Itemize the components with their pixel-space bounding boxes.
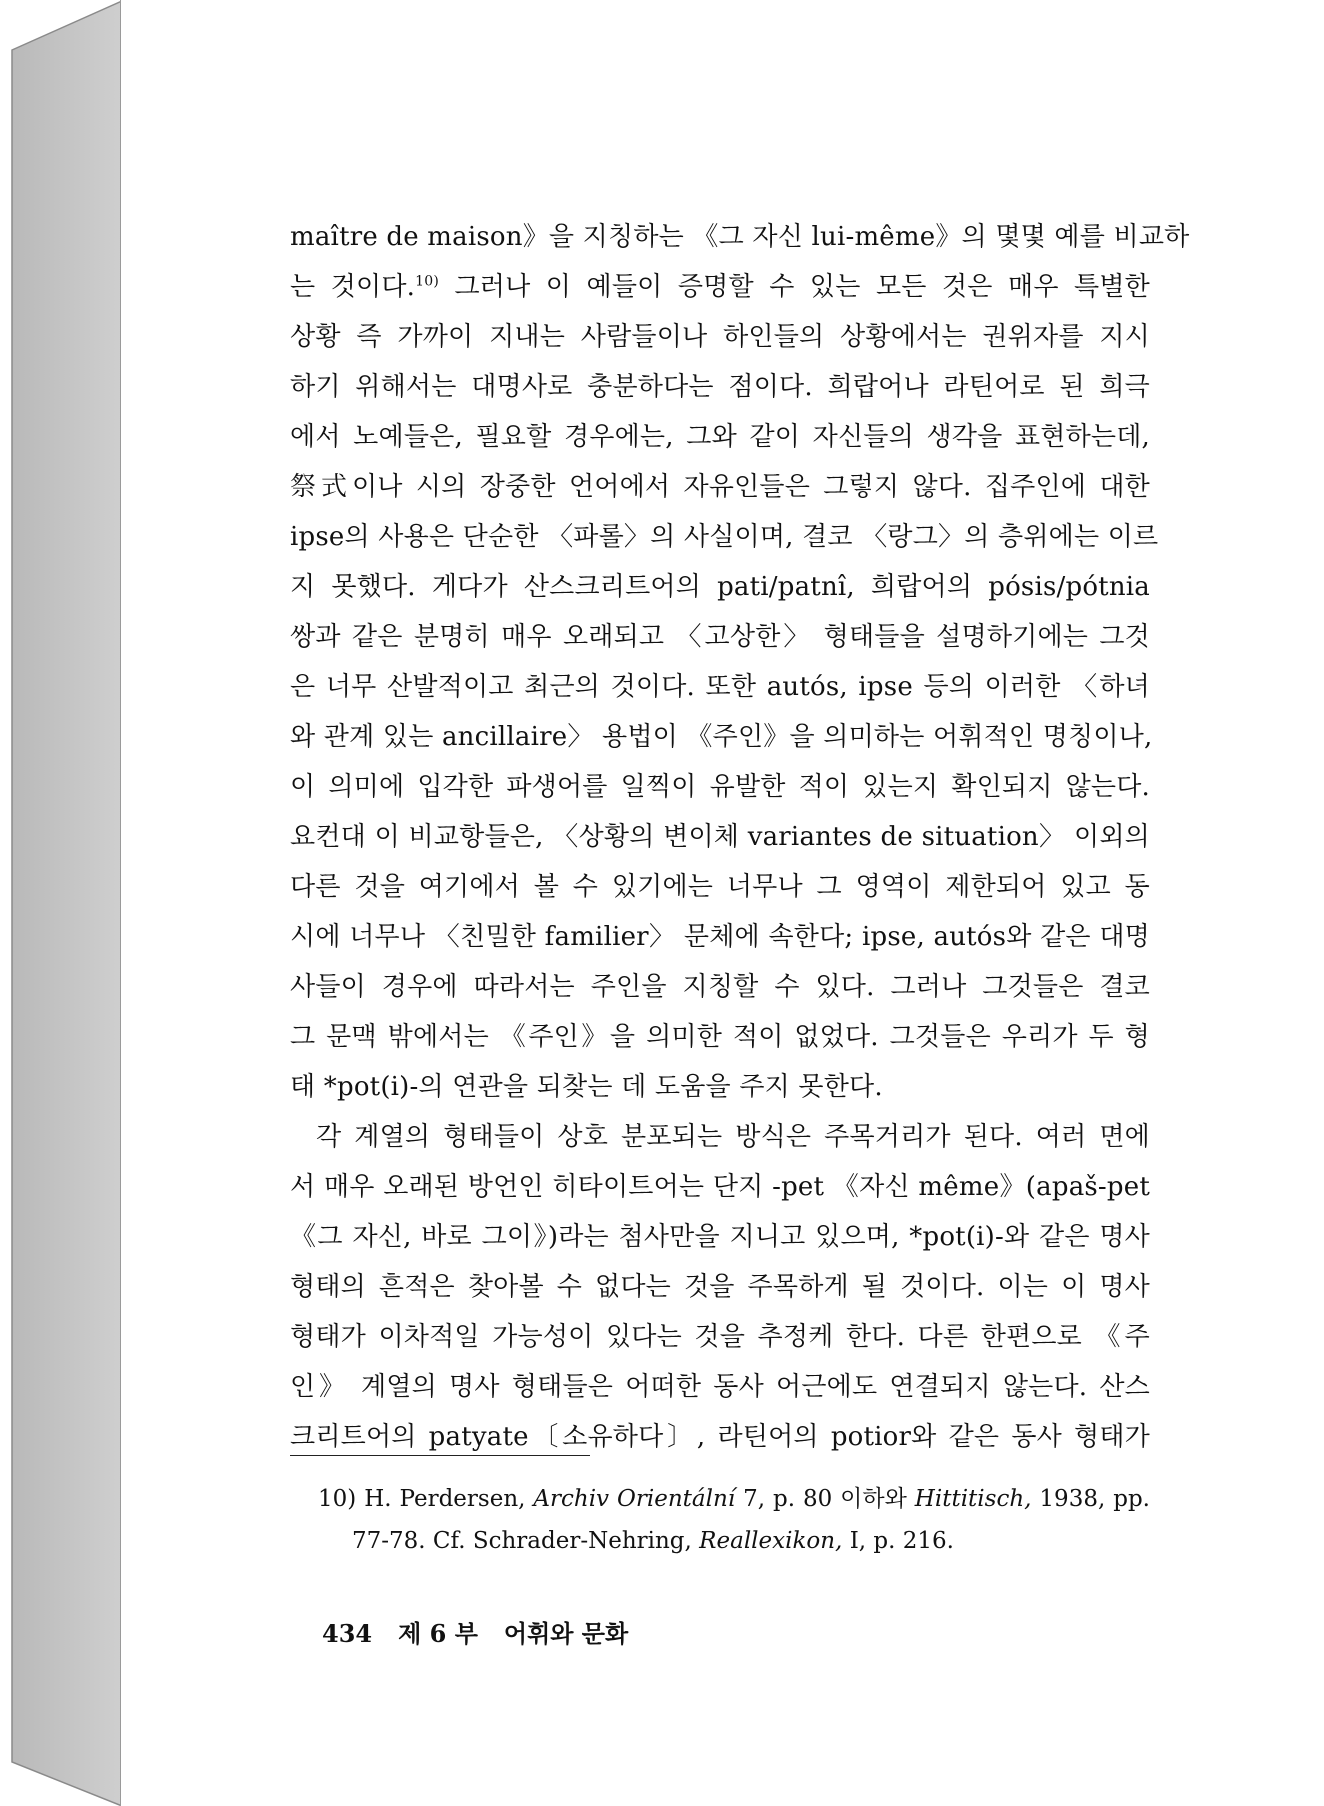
page-number: 434 [322, 1619, 373, 1648]
paragraph-first-line: 각 계열의 형태들이 상호 분포되는 방식은 주목거리가 된다. 여러 면에 [316, 1122, 1150, 1152]
body-line: 사들이 경우에 따라서는 주인을 지칭할 수 있다. 그러나 그것들은 결코 [290, 972, 1150, 1002]
footnote-title: Archiv Orientální [533, 1486, 736, 1512]
body-line: 《그 자신, 바로 그이》)라는 첨사만을 지니고 있으며, *pot(i)-와 같은 명사 [290, 1222, 1150, 1252]
body-line: 이 의미에 입각한 파생어를 일찍이 유발한 적이 있는지 확인되지 않는다. [290, 772, 1150, 802]
body-line: 하기 위해서는 대명사로 충분하다는 점이다. 희랍어나 라틴어로 된 희극 [290, 372, 1150, 402]
body-line: ipse의 사용은 단순한 〈파롤〉의 사실이며, 결코 〈랑그〉의 층위에는 이르 [290, 522, 1159, 552]
footnote-line [318, 1478, 1150, 1520]
footnote-title: Hittitisch, [914, 1486, 1032, 1512]
body-line-prefix: 는 것이다. [290, 272, 416, 302]
body-line: 서 매우 오래된 방언인 히타이트어는 단지 -pet 《자신 même》(apaš-pet [290, 1172, 1150, 1202]
body-line: 시에 너무나 〈친밀한 familier〉 문체에 속한다; ipse, autós와 같은 대명 [290, 922, 1150, 952]
footnote-line [318, 1520, 1150, 1562]
body-line: 와 관계 있는 ancillaire〉 용법이 《주인》을 의미하는 어휘적인 명칭이나, [290, 722, 1153, 752]
body-line: 요컨대 이 비교항들은, 〈상황의 변이체 variantes de situation〉 이외의 [290, 822, 1150, 852]
footnote [318, 1478, 1150, 1562]
footnote-text: 77-78. Cf. Schrader-Nehring, [352, 1528, 692, 1554]
body-line: 크리트어의 patyate〔소유하다〕, 라틴어의 potior와 같은 동사 형태가 [290, 1422, 1150, 1452]
body-line [290, 262, 1150, 312]
part-label: 제 6 부 [398, 1619, 478, 1648]
footnote-reference: 10) [415, 273, 440, 290]
footnote-number: 10) [318, 1486, 357, 1512]
body-line: 태 *pot(i)-의 연관을 되찾는 데 도움을 주지 못한다. [290, 1072, 883, 1102]
body-line: 祭式이나 시의 장중한 언어에서 자유인들은 그렇지 않다. 집주인에 대한 [290, 472, 1150, 502]
body-line: 상황 즉 가까이 지내는 사람들이나 하인들의 상황에서는 권위자를 지시 [290, 322, 1150, 352]
body-line: 형태가 이차적일 가능성이 있다는 것을 추정케 한다. 다른 한편으로 《주 [290, 1322, 1150, 1352]
running-footer [322, 1614, 654, 1654]
body-line: 에서 노예들은, 필요할 경우에는, 그와 같이 자신들의 생각을 표현하는데, [290, 422, 1150, 452]
body-line: 그 문맥 밖에서는 《주인》을 의미한 적이 없었다. 그것들은 우리가 두 형 [290, 1022, 1150, 1052]
body-line-rest: 그러나 이 예들이 증명할 수 있는 모든 것은 매우 특별한 [454, 272, 1150, 302]
body-line: 다른 것을 여기에서 볼 수 있기에는 너무나 그 영역이 제한되어 있고 동 [290, 872, 1150, 902]
body-line: 쌍과 같은 분명히 매우 오래되고 〈고상한〉 형태들을 설명하기에는 그것 [290, 622, 1150, 652]
footnote-separator [290, 1455, 590, 1456]
footnote-text: I, p. 216. [849, 1528, 954, 1554]
body-line: 형태의 흔적은 찾아볼 수 없다는 것을 주목하게 될 것이다. 이는 이 명사 [290, 1272, 1150, 1302]
body-line: 은 너무 산발적이고 최근의 것이다. 또한 autós, ipse 등의 이러한 〈하녀 [290, 672, 1150, 702]
body-text [290, 212, 1190, 1462]
footnote-text: 7, p. 80 이하와 [743, 1486, 907, 1512]
body-line: 인》 계열의 명사 형태들은 어떠한 동사 어근에도 연결되지 않는다. 산스 [290, 1372, 1150, 1402]
footnote-author: H. Perdersen, [364, 1486, 526, 1512]
footnote-title: Reallexikon, [699, 1528, 843, 1554]
section-title: 어휘와 문화 [503, 1619, 629, 1648]
body-line: 지 못했다. 게다가 산스크리트어의 pati/patnî, 희랍어의 pósis/pótnia [290, 572, 1150, 602]
footnote-text: 1938, pp. [1039, 1486, 1150, 1512]
body-line: maître de maison》을 지칭하는 《그 자신 lui-même》의 몇몇 예를 비교하 [290, 222, 1190, 252]
